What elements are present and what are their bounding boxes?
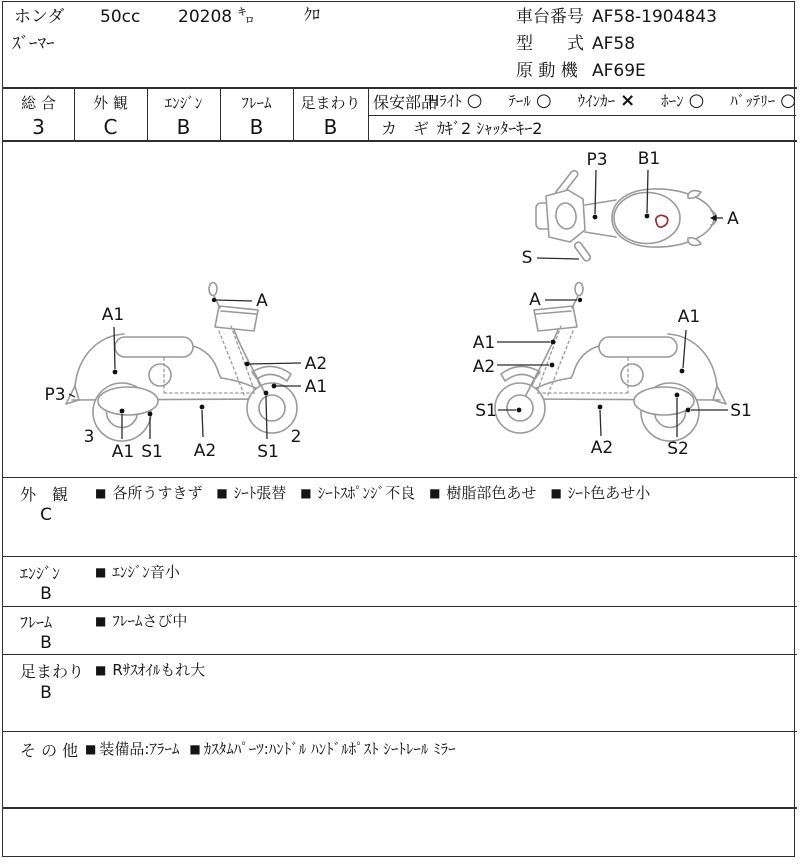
diagram-label-a2-shield-right: A2 — [472, 357, 496, 377]
defect-item: ■ 樹脂部色あせ — [429, 482, 536, 503]
rating-label: 外 観 — [93, 94, 128, 112]
diagram-label-a-right: A — [529, 290, 541, 310]
diagram-label-a1-body-left: A1 — [101, 305, 125, 325]
diagram-label-a1-fender-left: A1 — [304, 377, 328, 397]
section-grade-engine: B — [40, 584, 52, 604]
other-items — [85, 738, 456, 759]
safety-item-name: ﾊﾞｯﾃﾘｰ — [730, 92, 776, 110]
rating-value: B — [249, 115, 264, 139]
section-label-exterior: 外 観 — [20, 485, 69, 504]
section-line — [2, 731, 797, 732]
section-label-other: そ の 他 — [20, 741, 79, 760]
vehicle-displacement: 50cc — [100, 7, 141, 27]
vehicle-color: ｸﾛ — [304, 5, 321, 24]
diagram-label-a1-wheel-left: A1 — [111, 442, 135, 462]
chassis-number-label: 車台番号 — [516, 7, 584, 27]
rating-value: B — [323, 115, 338, 139]
scooter-top-view-art — [536, 169, 716, 262]
defect-item: ■ ｼｰﾄ色あせ小 — [550, 482, 650, 503]
safety-item-name: ﾃｰﾙ — [508, 92, 531, 110]
safety-item-mark: ○ — [688, 89, 705, 111]
engine-code-label: 原 動 機 — [516, 61, 578, 81]
section-label-engine: ｴﾝｼﾞﾝ — [20, 564, 61, 583]
diagram-label-s1-rear-right: S1 — [730, 401, 752, 421]
diagram-label-b1-top: B1 — [637, 149, 661, 169]
safety-item-name: ｳｲﾝｶｰ — [577, 92, 616, 110]
diagram-label-s1-front-right: S1 — [475, 401, 497, 421]
diagram-label-s2-rear-right: S2 — [667, 439, 689, 459]
leader-dots — [113, 214, 717, 417]
diagram-label-a1-shield-right: A1 — [472, 333, 496, 353]
safety-item-mark: ○ — [466, 89, 483, 111]
diagram-label-a-top: A — [727, 209, 739, 229]
vehicle-model-name: ｽﾞｰﾏｰ — [12, 34, 55, 54]
section-label-undercarriage: 足まわり — [20, 662, 85, 681]
diagram-label-s-top: S — [521, 248, 533, 268]
rating-label: ﾌﾚｰﾑ — [241, 94, 272, 112]
section-line — [2, 654, 797, 655]
vehicle-brand: ホンダ — [14, 7, 65, 27]
engine-defect-items — [95, 561, 180, 582]
undercarriage-defect-items — [95, 659, 205, 680]
diagram-label-tire-rear: 3 — [83, 427, 95, 447]
defect-item: ■ ｼｰﾄｽﾎﾟﾝｼﾞ不良 — [300, 482, 415, 503]
rating-value: 3 — [32, 115, 45, 139]
rating-value: B — [176, 115, 191, 139]
rating-value: C — [103, 115, 118, 139]
section-grade-undercarriage: B — [40, 683, 52, 703]
rating-label: 足まわり — [300, 94, 361, 112]
frame-defect-items — [95, 610, 187, 631]
safety-item-mark: ○ — [535, 89, 552, 111]
section-label-frame: ﾌﾚｰﾑ — [20, 613, 53, 632]
diagram-label-s1-front-left: S1 — [257, 442, 279, 462]
key-label: カ ギ — [381, 119, 430, 138]
safety-item-name: ﾎｰﾝ — [661, 92, 684, 110]
rating-label: 総 合 — [21, 94, 56, 112]
diagram-label-a1-body-right: A1 — [677, 307, 701, 327]
defect-item: ■ ｼｰﾄ張替 — [216, 482, 286, 503]
defect-item: ■ ﾌﾚｰﾑさび中 — [95, 610, 187, 631]
engine-code-value: AF69E — [592, 61, 646, 81]
section-line — [2, 477, 797, 478]
diagram-label-p3-left: P3 — [44, 385, 66, 405]
key-value: ｶｷﾞ2 ｼｬｯﾀｰｷｰ2 — [437, 119, 543, 138]
safety-item-name: Hﾗｲﾄ — [428, 92, 462, 110]
empty-bottom-row — [3, 809, 796, 857]
defect-item: ■ ｴﾝｼﾞﾝ音小 — [95, 561, 180, 582]
diagram-label-a2-shield-left: A2 — [304, 354, 328, 374]
diagram-label-a2-floor-left: A2 — [193, 441, 217, 461]
defect-item: ■ Rｻｽｵｲﾙもれ大 — [95, 659, 205, 680]
diagram-label-p3-top: P3 — [586, 150, 608, 170]
diagram-label-a-left: A — [256, 291, 268, 311]
equipment-item: ■ 装備品:ｱﾗｰﾑ — [85, 738, 179, 759]
vehicle-mileage: 20208 ㌔ — [178, 7, 255, 27]
safety-parts-label: 保安部品 — [373, 93, 438, 112]
model-code-label: 型 式 — [516, 34, 584, 54]
equipment-item: ■ ｶｽﾀﾑﾊﾟｰﾂ:ﾊﾝﾄﾞﾙ ﾊﾝﾄﾞﾙﾎﾟｽﾄ ｼｰﾄﾚｰﾙ ﾐﾗｰ — [189, 738, 455, 759]
diagram-label-tire-front: 2 — [290, 427, 302, 447]
diagram-label-a2-floor-right: A2 — [590, 438, 614, 458]
section-grade-frame: B — [40, 633, 52, 653]
diagram-label-s1-muffler-left: S1 — [141, 442, 163, 462]
safety-item-mark: ○ — [780, 89, 796, 111]
chassis-number-value: AF58-1904843 — [592, 7, 717, 27]
exterior-defect-items — [95, 482, 650, 503]
section-line — [2, 556, 797, 557]
model-code-value: AF58 — [592, 34, 636, 54]
safety-item-mark: × — [620, 89, 636, 111]
section-line — [2, 606, 797, 607]
defect-item: ■ 各所うすきず — [95, 482, 202, 503]
rating-label: ｴﾝｼﾞﾝ — [164, 94, 203, 112]
section-grade-exterior: C — [40, 505, 52, 525]
